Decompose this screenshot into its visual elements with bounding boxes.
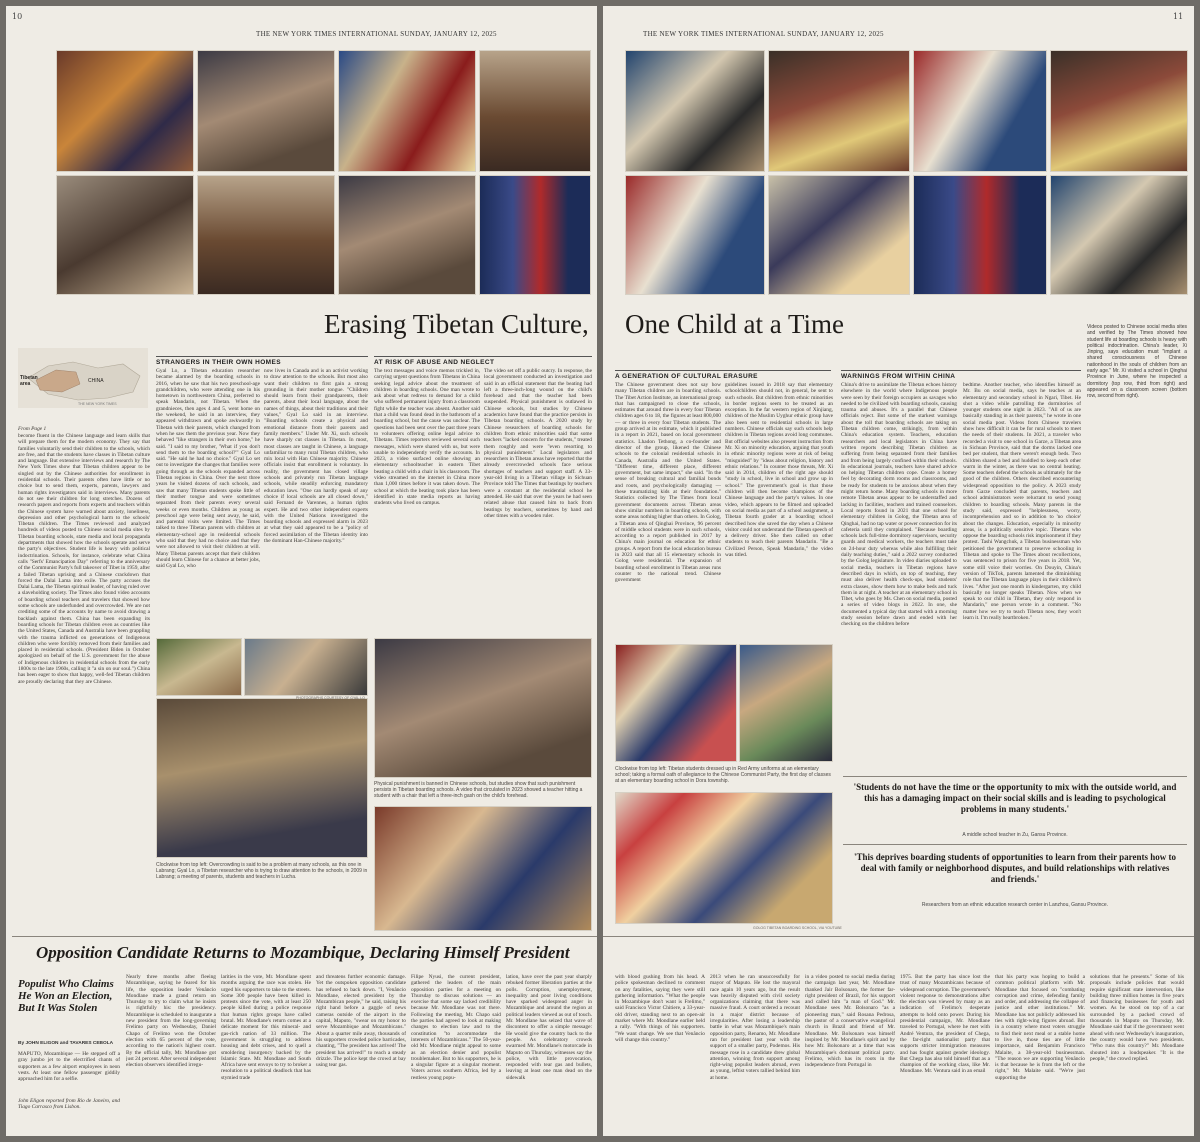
contributor-note: John Eligon reported from Rio de Janeiro, and Tiago Carrasco from Lisbon. (18, 1098, 120, 1111)
page-number: 11 (1173, 12, 1184, 21)
map-label-country: CHINA (88, 378, 104, 384)
photo (197, 175, 335, 295)
page-header: THE NEW YORK TIMES INTERNATIONAL SUNDAY, JANUARY 12, 2025 (256, 30, 497, 38)
divider (843, 776, 1187, 777)
photo (479, 50, 591, 172)
article-column: solutions that he presents." Some of his proposals include policies that would require significant state intervention, like building three million homes in five years and financing businesses for youth and women. As he stood on top of a car surrounded by a packed crowd of thousands in Maputo on Thursday, Mr. Mondlane said that if the government went ahead with next Wednesday's inauguration, the country would have two presidents. "Who runs this country?" Mr. Mondlane shouted into a loudspeaker. "It is the people," the crowd replied. (1090, 974, 1184, 1062)
photo (615, 792, 833, 924)
section-heading: STRANGERS IN THEIR OWN HOMES (156, 356, 368, 366)
photo (56, 175, 194, 295)
photo-caption: Videos posted to Chinese social media sites and verified by The Times showed how student life at boarding schools is heavy with political indoctrination. China's leader, Xi Jinping, says education must "implant a shared consciousness of Chinese nationhood in the souls of children from an early age." Mr. Xi visited a school in Qinghai Province in June, where he inspected a dormitory (top row, third from right) and appeared on a classroom screen (bottom row, second from right). (1087, 324, 1187, 400)
article-column: The Chinese government does not say how many Tibetan children are in boarding schools. The Tibet Action Institute, an international group that has campaigned to close the schools, estimates that around three in every four Tibetan children ages 6 to 18, the figures at least 800,000 — or three in every four Tibetan students. The group arrived at its estimate, which it published in a report in 2021, based on local government statistics. Lhadon Tethong, a co-founder and director of the group, likened the Chinese schools to the colonial residential schools in Canada, Australia and the United States. "Different time, different place, different government, but same impact," she said. "In the sense of breaking cultural and familial bonds and roots, and psychologically damaging — these traumatizing kids at their foundation." Statistics collected by The Times from local government documents across Tibetan areas show similar numbers in boarding schools, with some areas nothing higher than others. In Golog, a Tibetan area of Qinghai Province, 96 percent of middle school students were in such schools, according to a report published in 2017 by China's main journal on education for ethnic groups. A report from the local education bureau in 2023 said that all 15 elementary schools in Golog were residential. The expansion of boarding school enrollment in Tibetan areas runs counter to the national trend. Chinese government (615, 382, 721, 584)
photo (1050, 175, 1188, 295)
article-column: that his party was hoping to build a common political platform with Mr. Mondlane that focused on "combating corruption and crime, defending family and order, and addressing the collapse of justice and other institutions." Mr. Mondlane has not publicly addressed his ties with right-wing figures abroad. But in a country where most voters struggle to find their next meal or a stable home to live in, those ties are of little importance, said Benjamim Francisco Malaite, a 38-year-old businessman. "The reason we are supporting Venâncio is that because he is from the left or the right," Mr. Malaite said. "We're just supporting the (995, 974, 1085, 1081)
article-column: The text messages and voice memos trickled in, carrying urgent questions from Tibetans in China seeking legal advice about the treatment of children in boarding schools. One man wrote to ask about what redress to demand for a child who suffered permanent injury from a classroom fight while the teacher was absent. Another said that a child was found dead in the bathroom of a boarding school, but the cause was unclear. The questions had been sent over the past three years to volunteers offering online legal advice to Tibetans. Times reporters reviewed several such messages, which were shared with us, but were unable to independently verify the accounts. In 2023, a video surfaced online showing an elementary schoolteacher in eastern Tibet beating a child with a chair in his classroom. The video streamed on the internet in China more than 1,000 times before it was taken down. The school at which the beating took place has been identified in state media reports as having students who lived on campus. (374, 368, 480, 507)
photo (625, 50, 765, 172)
photo-caption: Physical punishment is banned in Chinese schools, but studies show that such punishment persists in Tibetan boarding schools. A video that circulated in 2023 showed a teacher hitting a student with a chair that left a three-inch gash on the child's forehead. (374, 781, 583, 799)
article-column: Filipe Nyusi, the current president, gathered the leaders of the main opposition parties for a meeting on Thursday to discuss solutions — an exercise that some say lacked credibility because Mr. Mondlane was not there. Following the meeting, Mr. Chapo said the parties had agreed to look at making changes to election law and to the constitution "to accommodate the interests of Mozambicans." The 50-year-old Mr. Mondlane might appeal to some as an election denier and populist troublemaker. But to his supporters, he is a singular figure at a singular moment. Voters across southern Africa, led by a restless young popu- (411, 974, 501, 1081)
pull-quote-attribution: A middle school teacher in Zu, Gansu Province. (962, 832, 1068, 838)
photo (479, 175, 591, 295)
jump-line: From Page 1 (18, 426, 47, 432)
article-column: 2013 when he ran unsuccessfully for mayor of Maputo. He lost the mayoral race again 10 years ago, but the result was heavily disputed with civil society organizations claiming that there was massive fraud. A court ordered a recount in a major district because of irregularities. After losing a leadership battle in what was Mozambique's main opposition party, Renamo, Mr. Mondlane ran for president last year with the support of a smaller party, Podemos. His message rose in a candidate drew global attention, winning from support among right-wing populist leaders abroad, even as young, leftist voters rallied behind him at home. (710, 974, 800, 1081)
divider (603, 936, 1194, 937)
photo-caption: Clockwise from top left: Overcrowding is said to be a problem at many schools, as this one in Labrang; Gyal Lo, a Tibetan researcher who is trying to draw attention to the schools, in 2009 in Labrang; a meeting of parents, students and teachers in Lucha. (156, 862, 368, 880)
article-column: The video set off a public outcry. In response, the local government conducted an investigation and said in an official statement that the beating had left a three-inch-long wound on the child's forehead and that the teacher had been suspended. Physical punishment is outlawed in Chinese schools, but studies by Chinese academics have found that the practice persists in Tibetan boarding schools. A 2020 study by Chinese researchers of boarding schools for children from ethnic minorities said that some teachers "lacked concern for the students," treated them roughly and were "even resorting to physical punishment." Local legislators and researchers in Tibetan areas have reported that the already overcrowded schools face serious shortages of teachers and support staff. A 33-year-old living in a Tibetan village in Sichuan Province told The Times that beatings by teachers were a constant at the residential school he attended. He said that over the years he had seen related abuse that caused him to back from beatings by teachers, sometimes by hand and other times with a wooden ruler. (484, 368, 592, 519)
article-column: Nearly three months after fleeing Mozambique, saying he feared for his life, the opposition leader Venâncio Mondlane made a grand return on Thursday to try to claim what he insists is rightfully his: the presidency. Mozambique is scheduled to inaugurate a new president from the long-governing Frelimo party on Wednesday, Daniel Chapo of Frelimo won the October election with 65 percent of the vote, according to the nation's highest court. By the official tally, Mr. Mondlane got just 24 percent. After several independent election observers identified irregu- (126, 974, 216, 1069)
photo (374, 638, 592, 778)
article-column: now lives in Canada and is an activist working to draw attention to the schools. But most also want their children to first gain a strong grounding in their mother tongue. "Children should learn from their grandparents, their parents, about their local language, about the names of things, about their traditions and their values," Gyal Lo said in an interview. "Boarding schools create a physical and emotional distance from their parents and family members." Under Mr. Xi, such schools have sharply cut classes in Tibetan. In most, most classes are taught in Chinese, a language unfamiliar to many rural Tibetan children, who mix local with Han Chinese majority. Chinese officials insist that enrollment is voluntary. In reality, the government has closed village schools and privately run Tibetan language schools, while steadily enforcing mandatory education laws. "One can hardly speak of any choice if local schools are all closed down," said Fernand de Varennes, a human rights expert. He and two other independent experts with the United Nations investigated the boarding schools and expressed alarm in 2023 at what they said appeared to be a "policy of forced assimilation of the Tibetan identity into the dominant Han-Chinese majority." (264, 368, 368, 545)
map-credit: THE NEW YORK TIMES (78, 402, 117, 406)
article-column: 1975. But the party has since lost the trust of many Mozambicans because of widespread corruption. The government's violent response to demonstrations after the election was viewed by many as an indication of Frelimo's desperate attempts to hold onto power. During his presidential campaign, Mr. Mondlane traveled to Portugal, where he met with André Ventura, the president of Chega, the far-right nationalist party that supports stricter immigration measures and has fought against gender ideology. But Chega has also told himself that as a champion of the working class, like Mr. Mondlane. Mr. Ventura said in an email (900, 974, 990, 1075)
article-column: China's drive to assimilate the Tibetan echoes history elsewhere in the world where Indigenous people were seen by their foreign occupiers as savages who needed to be civilized with boarding schools, causing trauma and abuses. It's a parallel that Chinese officials reject. But some of the starkest warnings about the toll that boarding schools are taking on Tibetan children come, strikingly, from within China's education system. Teachers, education researchers and local legislators in China have written reports describing Tibetan children as suffering from being separated from their families and from being largely confined within their schools. In educational journals, teachers have shared advice on helping Tibetan children cope. Create a homey feel by decorating dorm rooms and classrooms, and be ready for students to be anxious about when they might return home. Many boarding schools in more remote Tibetan areas appear to be understaffed and lacking in facilities, teachers and trained counselors. Local reports found in 2021 that one school for elementary children in Golog, the Tibetan area of Qinghai, had no tap water or power connection for its cafeteria until they complained. "Because boarding schools lack full-time dormitory supervisors, security guards and medical workers, the teachers must take on 24-hour duty whereas while also fulfilling their daily teaching duties," said a 2022 survey conducted by the Golog legislature. In video diaries uploaded to social media, teachers in Tibetan regions have described days in which, on top of teaching, they must also deliver health check-ups, lead students' extra classes, show them how to make beds and tuck them in at night. A teacher at an elementary school in Tibet, who goes by Ms. Chen on social media, posted a series of video blogs in 2022. In one, she documented a typical day that started with a morning study session before dawn and ended with her checking on the children before (841, 382, 957, 628)
photo (768, 50, 910, 172)
photo (338, 175, 476, 295)
article-column: become fluent in the Chinese language and learn skills that will prepare them for the modern economy. They say that families voluntarily send their children to the schools, which are free, and that the students have classes in Tibetan culture and language. But extensive interviews and research by The New York Times show that Tibetan children appear to be singled out by the Chinese authorities for enrollment in residential schools. Their parents often have little or no choice but to send them, experts, parents, lawyers and human rights investigators said in interviews. Many parents do not see their children for long stretches. Dozens of research papers and reports from experts and teachers within the Chinese system have warned about anxiety, loneliness, depression and other psychological harm to the schools' Tibetan children. The Times reviewed and analyzed hundreds of videos posted to Chinese social media sites by Tibetan boarding schools, state media and local propaganda departments that showed how the schools operate and serve the party's objectives. Student life is heavy with political indoctrination. Schools, for instance, celebrate what China calls "Serfs' Emancipation Day" referring to the anniversary of the Communist Party's full takeover of Tibet in 1959, after a failed Tibetan uprising and a Chinese crackdown that forced the Dalai Lama into exile. The party accuses the Dalai Lama, the Tibetan spiritual leader, of having ruled over a slaveholding society. The Times also found video accounts of boarding school teachers and travelers that showed how some schools are underfunded and overcrowded. We are not crediting some of the accounts by name to avoid drawing a backlash against them. China has been expanding its boarding schools for Tibetan children even as countries like the United States, Canada and Australia have been grappling with the trauma inflicted on generations of Indigenous children who were forcibly removed from their families and placed in residential schools. (President Biden in October apologized on behalf of the U.S. government for the abuse of Indigenous children in residential schools from the early 1800s to the late 1960s, calling it "a sin on our soul.") China has been eager to show that happy, well-fed Tibetan children are proudly declaring that they are Chinese. (18, 433, 150, 685)
photo (56, 50, 194, 172)
photo-credit: PHOTOGRAPHS COURTESY OF GYAL LO (296, 696, 365, 700)
page-number: 10 (12, 12, 23, 21)
photo (244, 638, 368, 696)
photo (615, 644, 737, 762)
article-column: lation, have over the past year sharply rebuked former liberation parties at the polls. Corruption, unemployment, inequality and poor living conditions have sparked widespread anger in Mozambique and around the region at political leaders viewed as out of touch. Mr. Mondlane has seized that wave of discontent to offer a simple message: He would give the country back to the people. As celebratory crowds swarmed Mr. Mondlane's motorcade in Maputo on Thursday, witnesses say the police, with little provocation, responded with tear gas and bullets, leaving at least one man dead on the sidewalk (506, 974, 592, 1081)
pull-quote: 'Students do not have the time or the opportunity to mix with the outside world, and this has a damaging impact on their social skills and is leading to psychological problems in many students.' (853, 782, 1177, 814)
photo (913, 175, 1047, 295)
article-column: in a video posted to social media during the campaign last year, Mr. Mondlane thanked Jair Bolsonaro, the former far-right president of Brazil, for his support and called him "a man of God." Mr. Mondlane sees Mr. Bolsonaro "as a pioneering man," said Rosana Pedrosa, the pastor of a conservative evangelical church in Brazil and friend of Mr. Mondlane. Mr. Bolsonaro was himself inspired by Mr. Mondlane's spirit and by how Mr. Bolsonaro at a time that was Mozambique's dominant political party. Frelimo, which has its roots in the independence from Portugal in (805, 974, 895, 1069)
photo (739, 644, 833, 762)
divider (843, 844, 1187, 845)
headline: One Child at a Time (625, 309, 845, 339)
article-column: Gyal Lo, a Tibetan education researcher became alarmed by the boarding schools in 2016, when he saw that his two preschool-age grandchildren, who were attending one in his hometown in northwestern China, preferred to speak Mandarin, not Tibetan. When the grandnieces, then ages 4 and 5, went home on the weekend, he said in an interview, they appeared withdrawn and spoke awkwardly in Tibetan with their parents, which changed from when he saw them the previous year. Now they behaved "like strangers in their own home," he said. "I said to my brother, 'What if you don't send them to the boarding school?'" Gyal Lo said. "He said he had no choice." Gyal Lo set out to investigate the changes that families were going through as the schools expanded across Tibetan regions in China. Over the next three years he visited dozens of such schools, and saw that many Tibetan students spoke little of their mother tongue and were sometimes separated from their parents every several weeks or even months. Children as young as preschool age were being sent away, he said, and parental visits were limited. The Times talked to three Tibetan parents with children at elementary-school age in residential schools who said that they had no choice and that they were not allowed to visit their children at will. Many Tibetan parents accept that their children should learn Chinese for a chance at better jobs, said Gyal Lo, who (156, 368, 260, 570)
left-page (6, 6, 597, 1136)
article-column: MAPUTO, Mozambique — He stepped off a gray jumbo jet to the electrified chants of supporters as a few airport employees in neon vests. At least one fellow passenger giddily approached him for a selfie. (18, 1051, 120, 1083)
divider (12, 936, 597, 937)
photo (156, 698, 368, 858)
photo (625, 175, 765, 295)
photo (197, 50, 335, 172)
photo (913, 50, 1047, 172)
right-page (603, 6, 1194, 1136)
mozambique-headline: Opposition Candidate Returns to Mozambique, Declaring Himself President (36, 943, 570, 962)
headline: Erasing Tibetan Culture, (324, 309, 589, 339)
map-tibetan-area (18, 348, 148, 408)
photo (374, 806, 592, 931)
mozambique-subhead: Populist Who Claims He Won an Election, But It Was Stolen (18, 978, 114, 1014)
photo (156, 638, 242, 696)
photo (768, 175, 910, 295)
section-heading: AT RISK OF ABUSE AND NEGLECT (374, 356, 592, 366)
photo (338, 50, 476, 172)
section-heading: A GENERATION OF CULTURAL ERASURE (615, 370, 831, 380)
article-column: and threatens further economic damage. Yet the outspoken opposition candidate has refused to back down. "I, Venâncio Mondlane, elected president by the Mozambican people," he said, raising his right hand before a gaggle of news cameras outside of the airport in the capital, Maputo, "swear on my honor to serve Mozambique and Mozambicans." About a quarter mile away, thousands of his supporters crowded police barricades, chanting, "The president has arrived! The president has arrived!" to reach a steady drizzle. The police kept the crowd at bay using tear gas. (316, 974, 406, 1069)
map-label-area: Tibetan area (20, 375, 38, 387)
byline: By JOHN ELIGON and TAVARES CEBOLA (18, 1041, 114, 1046)
page-header: THE NEW YORK TIMES INTERNATIONAL SUNDAY, JANUARY 12, 2025 (643, 30, 884, 38)
article-column: bedtime. Another teacher, who identifies himself as Mr. Bu on social media, says he teaches at an elementary and secondary school in Ngari, Tibet. He shot a video while patrolling the dormitories of younger students one night in 2023. "All of us are basically standing in as their parents," he wrote in one social media post. Videos from Chinese travelers show how difficult it can be for rural schools to meet the needs of their students. In 2021, a traveler who recorded a visit to one school in Garze, a Tibetan area in Sichuan Province, said that the dorms lacked one bed per student, that there weren't enough beds. Two children shared a bed and huddled to keep each other warm in the winter, as there was no central heating. Some teachers defend the schools as ultimately for the good of the children. Others described encountering widespread opposition to the policy. A 2023 study from Garze concluded that parents, teachers and school administrators were reluctant to send young children to boarding schools. Many parents in the study said, expressed "helplessness, worry, incomprehension and so in addition to 'no choice' about the changes. Education, especially in minority areas, is a politically sensitive topic. Tibetans who oppose the boarding schools risk imprisonment if they protest. Tashi Wangchuk, a Tibetan businessman who petitioned the government to preserve schooling in Tibetan and spoke to The Times about recollections, was sentenced to prison for five years in 2018. Yet, some still voice their worries. On Douyin, China's version of TikTok, parents lamented the diminishing role that the Tibetan language plays in their children's lives. "After just one month in kindergarten, my child basically no longer speaks Tibetan. Now when we speak to our child in Tibetan, they only respond in Mandarin," one person wrote in a comment. "No matter how we try to teach Tibetan now, they won't learn it. I'm really heartbroken." (963, 382, 1081, 621)
photo-credit: GOLOG TIBETAN BOARDING SCHOOL, VIA YOUTUBE (753, 926, 842, 930)
pull-quote: 'This deprives boarding students of opportunities to learn from their parents how to deal with family or neighborhood disputes, and build relationships with relatives and friends.' (853, 852, 1177, 884)
article-column: larities in the vote, Mr. Mondlane spent months arguing the race was stolen. He urged his supporters to take to the streets. Some 300 people have been killed in protests since the vote, with at least 250 people killed during a police response that human rights groups have called brutal. Mr. Mondlane's return comes at a delicate moment for this mineral- and gas-rich nation of 33 million. The government is struggling to address housing and debt crises, and to quell a smoldering insurgency backed by the Islamic State. Mr. Mondlane and South Africa have sent envoys to try to broker a resolution to a political deadlock that has stymied trade (221, 974, 311, 1081)
pull-quote-attribution: Researchers from an ethnic education research center in Lanzhou, Gansu Province. (921, 902, 1109, 908)
photo (1050, 50, 1188, 172)
article-column: guidelines issued in 2018 say that elementary schoolchildren should not, in general, be sent to such schools. But children from ethnic minorities in border regions seem to be treated as an exception. In the far western region of Xinjiang, children of the Muslim Uyghur ethnic group have also been sent to residential schools in large numbers. Chinese officials say such schools help children in Tibetan regions avoid long commutes. But official websites also present instruction from Mr. Xi on minority education, arguing that youth in ethnic minority regions were at risk of being "misguided" by "ideas about religion, history and ethnic relations." In counter those threats, Mr. Xi said in 2014, children of the right age should "study in school, live in school and grow up in school." The government's goal is that those children will then become champions of the Chinese language and the party's values. In one video, which appears to be filmed and uploaded on social media as part of a school assignment, a Tibetan fourth grader at a boarding school described how she saved the day when a Chinese visitor could not understand the Tibetan speech of a delivery driver. She then called on other students to teach their parents Mandarin. "Be a Civilized Person, Speak Mandarin," the video was titled. (725, 382, 833, 559)
section-heading: WARNINGS FROM WITHIN CHINA (841, 370, 1081, 380)
photo-caption: Clockwise from top left: Tibetan students dressed up in Red Army uniforms at an elementary school; taking a formal oath of allegiance to the Chinese Communist Party, the first day of classes at an elementary boarding school in Dora township. (615, 766, 831, 784)
article-column: with blood gushing from his head. A police spokesman declined to comment on any fatalities, saying they were still gathering information. "What the people in Mozambique don't want is Frelimo," said Francisco Victor Chitiere, a 33-year-old driver, standing next to an open-air market where Mr. Mondlane earlier held a rally. "With things of his supporters. "We want change. We see that Venâncio will change this country." (615, 974, 705, 1043)
